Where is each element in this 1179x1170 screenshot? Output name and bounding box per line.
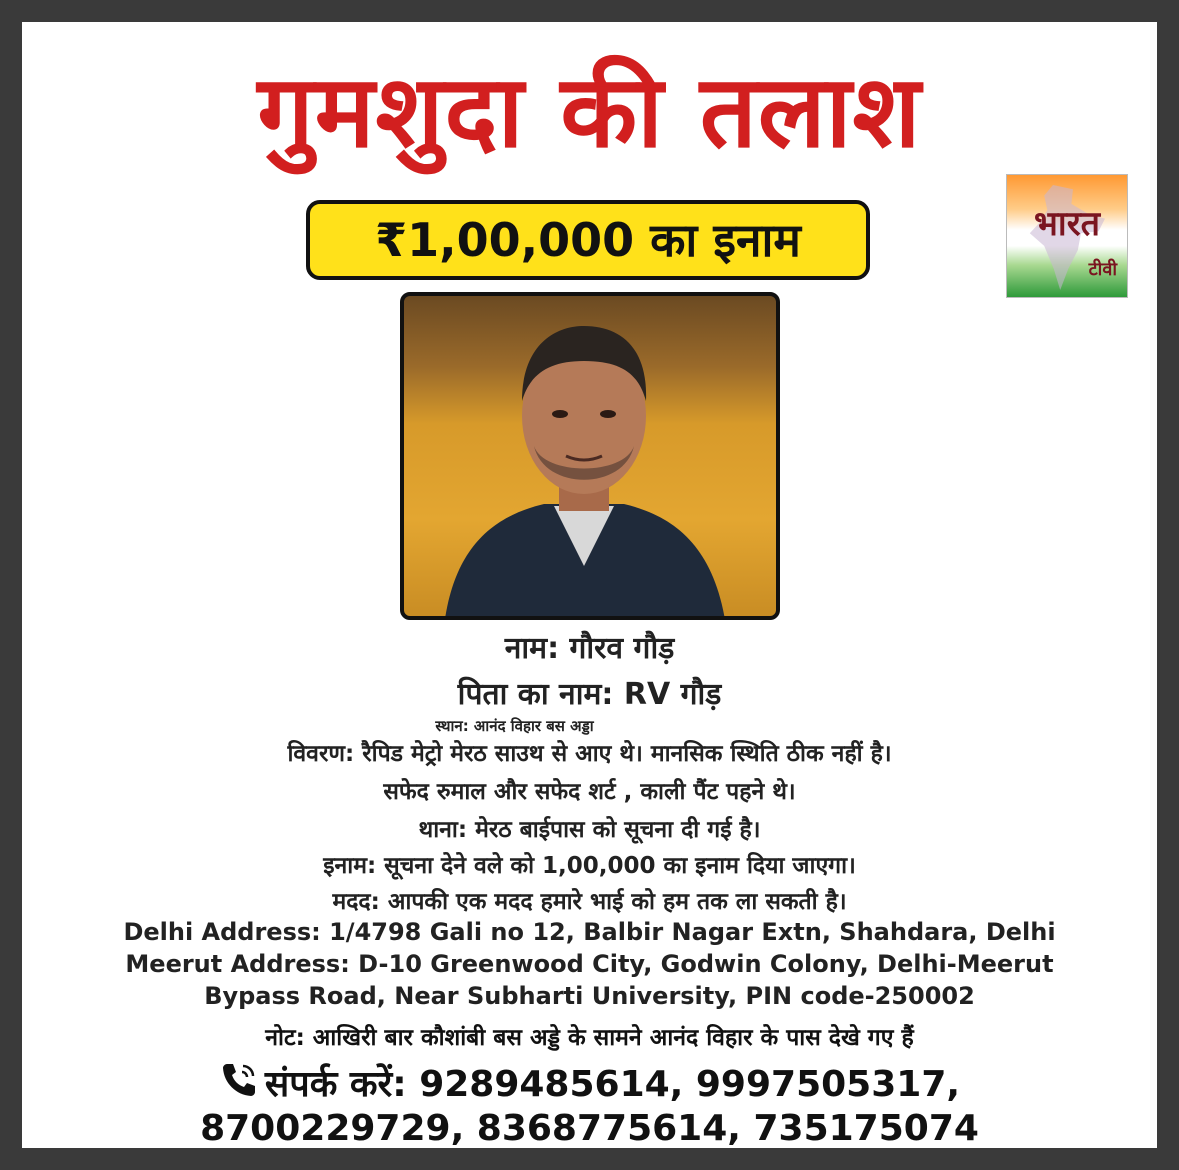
delhi-address: Delhi Address: 1/4798 Gali no 12, Balbir Nagar Extn, Shahdara, Delhi (123, 918, 1056, 946)
phone-icon (219, 1060, 259, 1100)
help-note: मदद: आपकी एक मदद हमारे भाई को हम तक ला सकती है। (332, 889, 847, 915)
contact-text-1: संपर्क करें: 9289485614, 9997505317, (264, 1064, 961, 1105)
reward-banner: ₹1,00,000 का इनाम (306, 200, 870, 280)
father-name: पिता का नाम: RV गौड़ (457, 677, 722, 712)
description-line-2: सफेद रुमाल और सफेद शर्ट , काली पैंट पहने थे। (383, 779, 796, 805)
location: स्थान: आनंद विहार बस अड्डा (435, 717, 594, 735)
contact-line-1 (22, 1060, 1157, 1108)
person-name: नाम: गौरव गौड़ (504, 631, 675, 666)
person-silhouette-icon (434, 306, 734, 620)
meerut-address-line-2: Bypass Road, Near Subharti University, PIN code-250002 (204, 982, 975, 1010)
contact-line-2: 8700229729, 8368775614, 735175074 (200, 1108, 979, 1148)
reward-info: इनाम: सूचना देने वले को 1,00,000 का इनाम दिया जाएगा। (323, 853, 856, 879)
meerut-address-line-1: Meerut Address: D-10 Greenwood City, Godwin Colony, Delhi-Meerut (125, 950, 1054, 978)
logo-sub: टीवी (1088, 259, 1117, 280)
bharat-tv-logo (1006, 174, 1128, 298)
logo-brand: भारत (1034, 204, 1100, 244)
person-photo (400, 292, 780, 620)
police-station: थाना: मेरठ बाईपास को सूचना दी गई है। (418, 817, 761, 843)
description-line-1: विवरण: रैपिड मेट्रो मेरठ साउथ से आए थे। मानसिक स्थिति ठीक नहीं है। (287, 741, 892, 767)
missing-person-poster (22, 22, 1157, 1148)
poster-title: गुमशुदा की तलाश (257, 53, 922, 170)
last-seen-note: नोट: आखिरी बार कौशांबी बस अड्डे के सामने आनंद विहार के पास देखे गए हैं (265, 1025, 914, 1051)
